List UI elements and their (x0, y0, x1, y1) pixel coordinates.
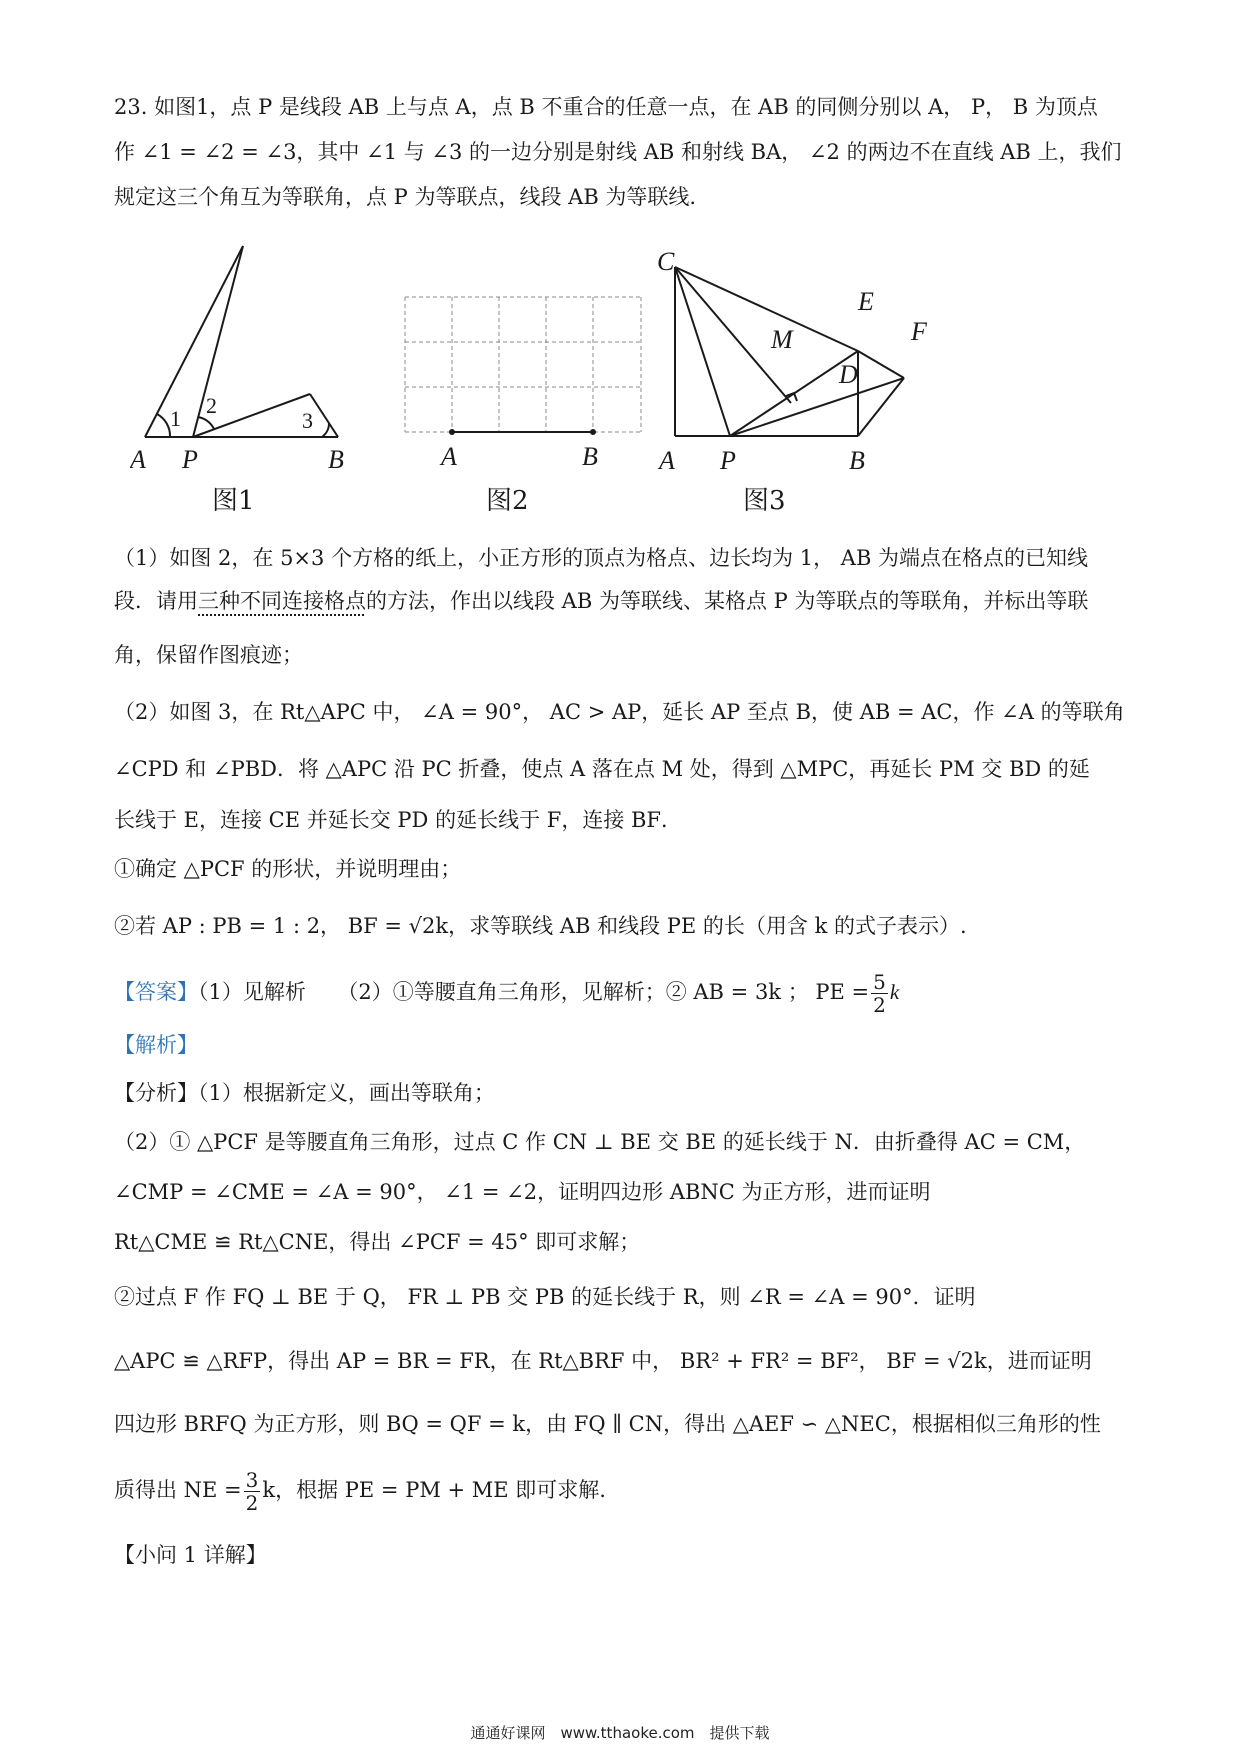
part1-line-2-b: 的方法，作出以线段 AB 为等联线、某格点 P 为等联点的等联角，并标出等联 (366, 589, 1089, 613)
fig3-label-p: P (720, 446, 736, 475)
figure-1 (130, 236, 400, 496)
analysis-line-6: △APC ≌ △RFP，得出 AP = BR = FR，在 Rt△BRF 中， BR² + FR² = BF²， BF = √2k，进而证明 (114, 1349, 1092, 1373)
part2-line-2: ∠CPD 和 ∠PBD．将 △APC 沿 PC 折叠，使点 A 落在点 M 处，得到 △MPC，再延长 PM 交 BD 的延 (114, 757, 1090, 781)
fig1-side-p1 (193, 246, 243, 437)
question-line-1: 23. 如图1，点 P 是线段 AB 上与点 A，点 B 不重合的任意一点，在 AB 的同侧分别以 A， P， B 为顶点 (114, 95, 1098, 119)
fig3-label-m: M (771, 325, 793, 354)
fig1-angle-3: 3 (302, 408, 313, 433)
subquestion-1-heading: 【小问 1 详解】 (114, 1543, 267, 1567)
figure-3 (655, 248, 955, 488)
analysis-tag: 【解析】 (114, 1033, 198, 1057)
analysis-line-1: 【分析】（1）根据新定义，画出等联角； (114, 1081, 495, 1105)
answer-fraction (871, 971, 888, 1016)
fig2-point-a (449, 429, 455, 435)
fig3-label-d: D (839, 360, 858, 389)
part1-emphasis: 三种不同连接格点 (198, 589, 366, 613)
answer-tag: 【答案】 (114, 980, 198, 1004)
fig1-label-a: A (130, 445, 146, 474)
answer-frac-num: 5 (873, 970, 886, 994)
answer-tail: k (889, 980, 900, 1004)
fig2-caption: 图2 (486, 486, 529, 516)
analysis-frac-num: 3 (245, 1468, 259, 1492)
fig2-label-b: B (582, 442, 598, 471)
analysis-line-4: Rt△CME ≌ Rt△CNE，得出 ∠PCF = 45° 即可求解； (114, 1230, 641, 1254)
part2-sub-1: ①确定 △PCF 的形状，并说明理由； (114, 857, 462, 881)
question-line-3: 规定这三个角互为等联角，点 P 为等联点，线段 AB 为等联线. (114, 185, 697, 209)
fig3-side-ef (858, 351, 904, 378)
part2-line-1: （2）如图 3，在 Rt△APC 中， ∠A = 90°， AC > AP，延长 AP 至点 B，使 AB = AC，作 ∠A 的等联角 (114, 700, 1125, 724)
fig3-label-b: B (849, 446, 865, 475)
analysis-fraction (244, 1469, 261, 1514)
part1-line-2 (114, 586, 1134, 616)
analysis-line-8-a: 质得出 NE = (114, 1478, 242, 1502)
figure-2 (395, 290, 655, 480)
footer: 通通好课网 www.tthaoke.com 提供下载 (470, 1724, 770, 1742)
answer-text: （1）见解析 （2）①等腰直角三角形，见解析；② AB = 3k ； PE = (198, 980, 870, 1004)
fig3-label-e: E (858, 287, 874, 316)
fig1-arc-3 (322, 423, 329, 437)
analysis-line-2: （2）① △PCF 是等腰直角三角形，过点 C 作 CN ⊥ BE 交 BE 的延长线于 N．由折叠得 AC = CM， (114, 1130, 1086, 1154)
fig1-arc-2 (198, 417, 214, 429)
fig1-caption: 图1 (212, 486, 255, 516)
fig3-label-f: F (911, 317, 927, 346)
part2-line-3: 长线于 E，连接 CE 并延长交 PD 的延长线于 F，连接 BF． (114, 808, 682, 832)
analysis-line-8 (114, 1460, 1134, 1520)
fig2-point-b (590, 429, 596, 435)
fig3-side-cp (675, 267, 730, 436)
question-line-2: 作 ∠1 = ∠2 = ∠3，其中 ∠1 与 ∠3 的一边分别是射线 AB 和射线 BA， ∠2 的两边不在直线 AB 上，我们 (114, 140, 1122, 164)
answer-line (114, 968, 1134, 1016)
analysis-line-7: 四边形 BRFQ 为正方形，则 BQ = QF = k，由 FQ ∥ CN，得出 △AEF ∽ △NEC，根据相似三角形的性 (114, 1412, 1101, 1436)
fig3-side-pf (730, 378, 904, 436)
fig3-label-a: A (659, 446, 675, 475)
analysis-frac-den: 2 (245, 1491, 259, 1515)
fig2-label-a: A (441, 442, 457, 471)
fig1-arc-1 (157, 414, 170, 437)
fig1-side-a (145, 246, 243, 437)
analysis-line-3: ∠CMP = ∠CME = ∠A = 90°， ∠1 = ∠2，证明四边形 ABNC 为正方形，进而证明 (114, 1180, 931, 1204)
fig1-angle-2: 2 (206, 393, 217, 418)
fig1-label-p: P (182, 445, 198, 474)
analysis-line-5: ②过点 F 作 FQ ⊥ BE 于 Q， FR ⊥ PB 交 PB 的延长线于 R，则 ∠R = ∠A = 90°．证明 (114, 1285, 976, 1309)
part1-line-1: （1）如图 2，在 5×3 个方格的纸上，小正方形的顶点为格点、边长均为 1， AB 为端点在格点的已知线 (114, 546, 1089, 570)
fig1-label-b: B (328, 445, 344, 474)
fig3-caption: 图3 (743, 486, 786, 516)
fig3-side-ce (675, 267, 858, 351)
part1-line-3: 角，保留作图痕迹； (114, 643, 303, 667)
analysis-line-8-b: k，根据 PE = PM + ME 即可求解. (262, 1478, 606, 1502)
answer-frac-den: 2 (873, 993, 886, 1017)
fig1-angle-1: 1 (170, 406, 181, 431)
part1-line-2-a: 段．请用 (114, 589, 198, 613)
fig2-grid (405, 297, 641, 432)
fig1-side-b (310, 394, 338, 437)
part2-sub-2: ②若 AP : PB = 1 : 2， BF = √2k，求等联线 AB 和线段 PE 的长（用含 k 的式子表示）. (114, 914, 967, 938)
fig3-label-c: C (657, 248, 675, 276)
